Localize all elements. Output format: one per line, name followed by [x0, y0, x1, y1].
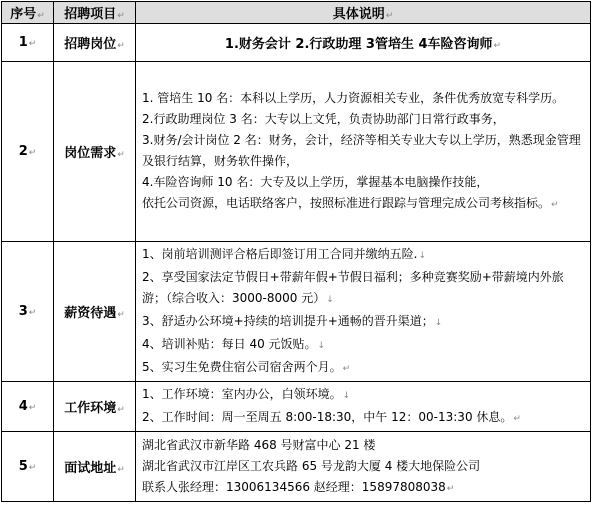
table-row-positions — [2, 24, 591, 62]
row-number: 3↵ — [2, 242, 54, 382]
row-item-label: 招聘岗位↵ — [54, 24, 136, 62]
desc-line: 1、岗前培训测评合格后即签订用工合同并缴纳五险.↓ — [142, 247, 426, 261]
desc-line: 湖北省武汉市江岸区工农兵路 65 号龙韵大厦 4 楼大地保险公司 — [142, 458, 481, 473]
row-description — [136, 62, 591, 242]
table-row-benefits — [2, 242, 591, 382]
row-description: 1.财务会计 2.行政助理 3管培生 4车险咨询师↵ — [136, 24, 591, 62]
desc-line: 4.车险咨询师 10 名：大专及以上学历，掌握基本电脑操作技能， — [142, 175, 489, 189]
row-number: 5↵ — [2, 432, 54, 502]
desc-line: 联系人张经理：13006134566 赵经理：15897808038↵ — [142, 479, 455, 494]
desc-line: 2、享受国家法定节假日+带薪年假+节假日福利；多种竞赛奖励+带薪境内外旅游；（综合收入：3000-8000 元）↓ — [142, 270, 564, 305]
row-item-label: 面试地址↵ — [54, 432, 136, 502]
header-num: 序号↵ — [2, 2, 54, 24]
desc-line: 1、工作环境：室内办公，白领环境。↓ — [142, 387, 351, 401]
row-description — [136, 242, 591, 382]
row-description — [136, 382, 591, 432]
row-number: 4↵ — [2, 382, 54, 432]
desc-line: 依托公司资源，电话联络客户，按照标准进行跟踪与管理完成公司考核指标。↵ — [142, 196, 559, 210]
desc-line: 4、培训补贴：每日 40 元饭贴。↓ — [142, 337, 326, 351]
table-row-requirements — [2, 62, 591, 242]
row-number: 2↵ — [2, 62, 54, 242]
header-item: 招聘项目↵ — [54, 2, 136, 24]
recruitment-table — [1, 1, 591, 502]
row-number: 1↵ — [2, 24, 54, 62]
header-row — [2, 2, 591, 24]
desc-line: 1. 管培生 10 名：本科以上学历，人力资源相关专业，条件优秀放宽专科学历。 — [142, 91, 565, 105]
desc-line: 2、工作时间：周一至周五 8:00-18:30，中午 12：00-13:30 休息。↵ — [142, 410, 521, 424]
desc-line: 2.行政助理岗位 3 名：大专以上文凭，负责协助部门日常行政事务， — [142, 112, 505, 126]
row-item-label: 岗位需求↵ — [54, 62, 136, 242]
desc-line: 3.财务/会计岗位 2 名：财务，会计，经济等相关专业大专以上学历，熟悉现金管理及银行结算，财务软件操作， — [142, 133, 581, 168]
row-item-label: 工作环境↵ — [54, 382, 136, 432]
table-row-interview-address — [2, 432, 591, 502]
desc-line: 5、实习生免费住宿公司宿舍两个月。↵ — [142, 360, 351, 374]
header-desc: 具体说明↵ — [136, 2, 591, 24]
row-description — [136, 432, 591, 502]
row-item-label: 薪资待遇↵ — [54, 242, 136, 382]
desc-line: 湖北省武汉市新华路 468 号财富中心 21 楼 — [142, 437, 376, 452]
desc-line: 3、舒适办公环境+持续的培训提升+通畅的晋升渠道；↓ — [142, 314, 443, 328]
table-row-environment — [2, 382, 591, 432]
